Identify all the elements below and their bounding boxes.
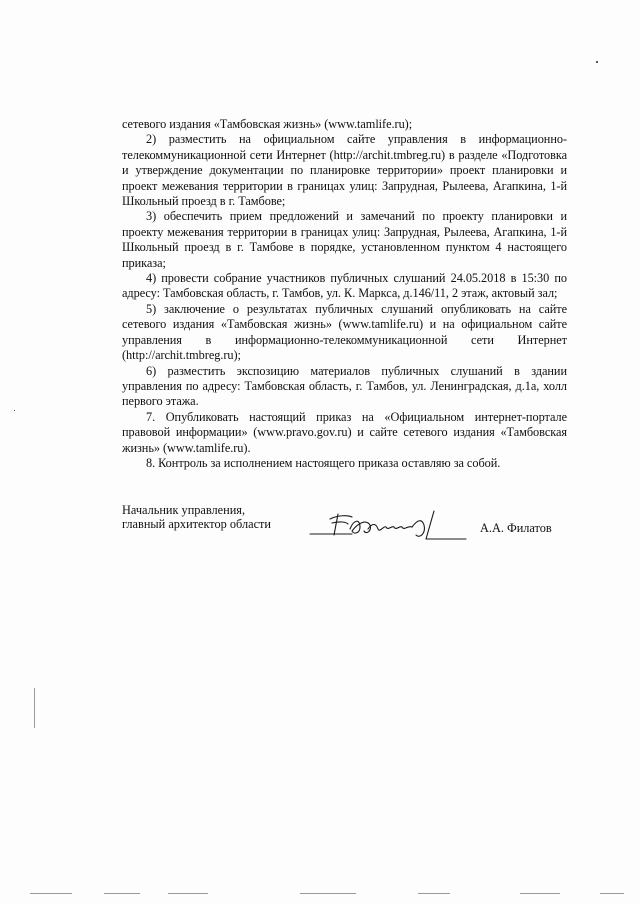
scan-speck <box>14 410 15 411</box>
paragraph-item-5: 5) заключение о результатах публичных слушаний опубликовать на сайте сетевого издания «Тамбовская жизнь» (www.tamlife.ru) и на официальном сайте управления в информационно-телекоммуникационной сети Интернет (http://archit.tmbreg.ru); <box>122 301 567 363</box>
paragraph-continuation: сетевого издания «Тамбовская жизнь» (www.tamlife.ru); <box>122 117 413 131</box>
scan-edge-mark <box>34 688 35 728</box>
signer-title-line-1: Начальник управления, <box>122 503 246 517</box>
signer-title-line-2: главный архитектор области <box>122 517 271 531</box>
signer-name: А.А. Филатов <box>480 521 552 535</box>
scan-edge-mark <box>600 893 624 894</box>
signature-block <box>122 503 572 553</box>
handwritten-signature <box>308 505 468 545</box>
document-body <box>122 117 567 471</box>
paragraph-clause-8: 8. Контроль за исполнением настоящего приказа оставляю за собой. <box>146 455 501 470</box>
paragraph-item-6: 6) разместить экспозицию материалов публичных слушаний в здании управления по адресу: Тамбовская область, г. Тамбов, ул. Ленинградская, д.1а, холл первого этажа. <box>122 363 567 409</box>
scan-edge-mark <box>168 893 208 894</box>
scan-edge-mark <box>418 893 450 894</box>
scan-edge-mark <box>104 893 140 894</box>
paragraph-item-4: 4) провести собрание участников публичных слушаний 24.05.2018 в 15:30 по адресу: Тамбовская область, г. Тамбов, ул. К. Маркса, д.146/11, 2 этаж, актовый зал; <box>122 271 567 301</box>
scan-speck <box>596 61 598 63</box>
paragraph-item-2: 2) разместить на официальном сайте управления в информационно-телекоммуникационной сети Интернет (http://archit.tmbreg.ru) в разделе «Подготовка и утверждение документации по планировке территории» проект планировки и проект межевания территории в границах улиц: Запрудная, Рылеева, Агапкина, 1-й Школьный проезд в г. Тамбове; <box>122 132 567 209</box>
paragraph-item-3: 3) обеспечить прием предложений и замечаний по проекту планировки и проекту межевания территории в границах улиц: Запрудная, Рылеева, Агапкина, 1-й Школьный проезд в г. Тамбове в порядке, установленном пунктом 4 настоящего приказа; <box>122 209 567 270</box>
scan-edge-mark <box>520 893 560 894</box>
signer-title <box>122 503 322 531</box>
scan-edge-mark <box>300 893 356 894</box>
scan-edge-mark <box>30 893 72 894</box>
paragraph-clause-7: 7. Опубликовать настоящий приказ на «Официальном интернет-портале правовой информации» (www.pravo.gov.ru) и сайте сетевого издания «Тамбовская жизнь» (www.tamlife.ru). <box>122 409 567 455</box>
